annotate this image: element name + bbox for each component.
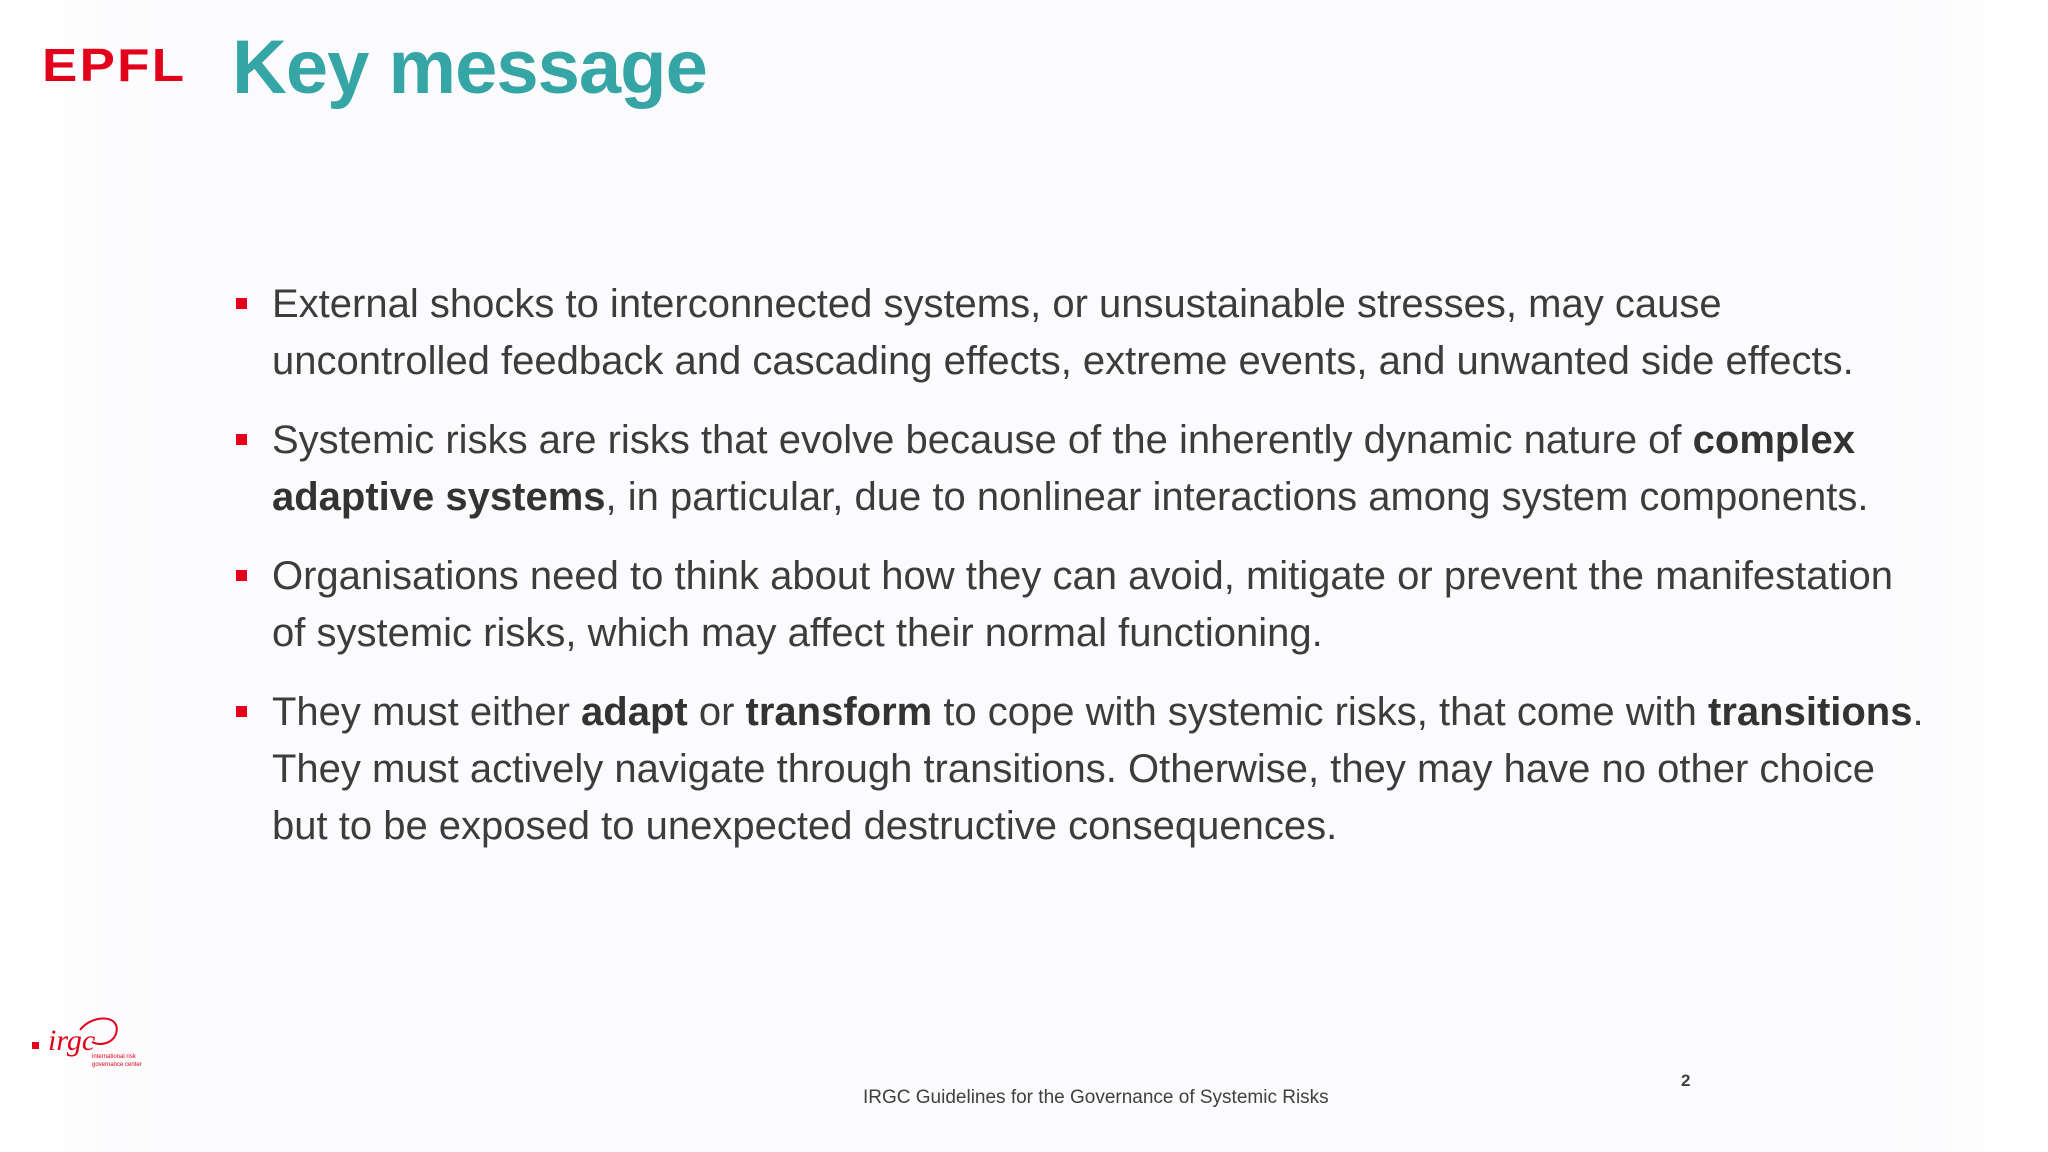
bullet-text: or	[687, 690, 746, 734]
bullet-text: to cope with systemic risks, that come with	[932, 690, 1709, 734]
bullet-emphasis: adapt	[581, 690, 688, 734]
bullet-item	[234, 412, 1934, 526]
page-number: 2	[1681, 1071, 1691, 1090]
irgc-logo-subtitle-1: international risk	[92, 1054, 136, 1060]
irgc-logo-wordmark: irgc	[48, 1024, 96, 1057]
bullet-text: They must either	[272, 690, 582, 734]
bullet-emphasis: complex adaptive systems	[272, 418, 1855, 519]
epfl-logo: EPFL	[42, 39, 187, 91]
bullet-marker	[236, 706, 247, 717]
bullet-text: , in particular, due to nonlinear interactions among system components.	[605, 475, 1869, 519]
bullet-marker	[236, 570, 247, 581]
bullet-item	[234, 548, 1934, 662]
bullet-list	[234, 276, 1934, 877]
bullet-marker	[236, 434, 247, 445]
footer-text: IRGC Guidelines for the Governance of Systemic Risks	[863, 1087, 1329, 1108]
bullet-item	[234, 684, 1934, 855]
bullet-marker	[236, 298, 247, 309]
irgc-logo-subtitle-2: governance center	[92, 1062, 142, 1068]
bullet-emphasis: transform	[745, 690, 933, 734]
bullet-text: Organisations need to think about how they can avoid, mitigate or prevent the manifestation of systemic risks, which may affect their normal functioning.	[272, 554, 1893, 655]
bullet-text: Systemic risks are risks that evolve because of the inherently dynamic nature of	[272, 418, 1693, 462]
irgc-logo-square	[32, 1042, 39, 1049]
irgc-logo	[30, 1008, 160, 1076]
bullet-text: External shocks to interconnected systems, or unsustainable stresses, may cause uncontrolled feedback and cascading effects, extreme events, and unwanted side effects.	[272, 282, 1854, 383]
bullet-text: . They must actively navigate through transitions. Otherwise, they may have no other choice but to be exposed to unexpected destructive consequences.	[272, 690, 1924, 848]
bullet-emphasis: transitions	[1708, 690, 1913, 734]
slide-title: Key message	[232, 25, 707, 110]
bullet-item	[234, 276, 1934, 390]
